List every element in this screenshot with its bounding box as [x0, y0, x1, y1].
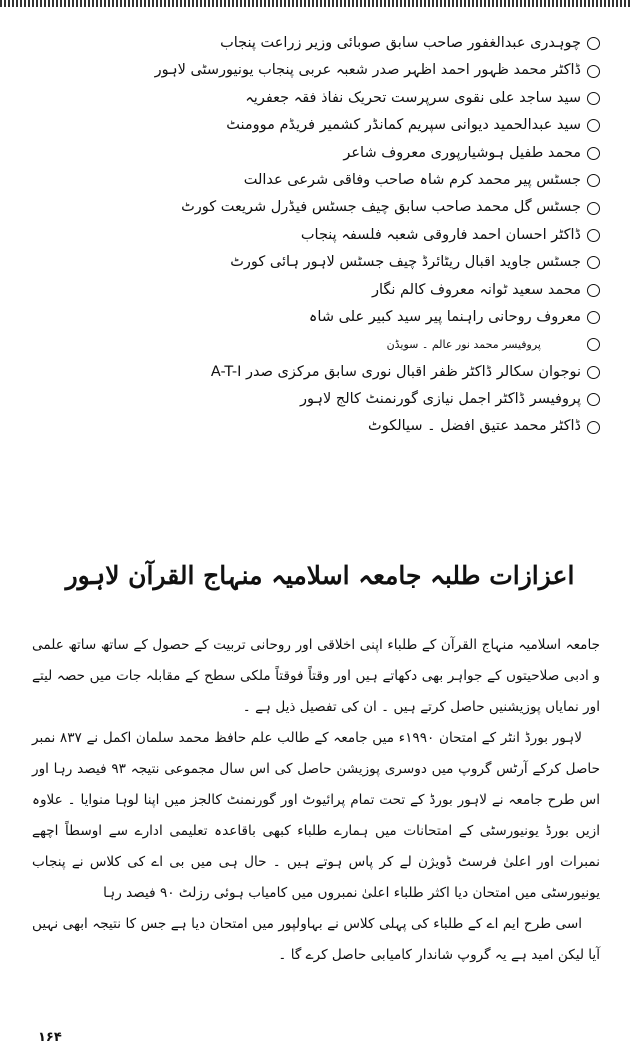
list-item-text: ڈاکٹر محمد ظہور احمد اظہر صدر شعبہ عربی پنجاب یونیورسٹی لاہور [154, 62, 581, 79]
circle-bullet-icon [587, 174, 600, 187]
list-item [40, 167, 600, 194]
list-item-text: جسٹس گل محمد صاحب سابق چیف جسٹس فیڈرل شریعت کورٹ [181, 199, 581, 216]
circle-bullet-icon [587, 366, 600, 379]
list-item [40, 112, 600, 139]
circle-bullet-icon [587, 37, 600, 50]
list-item [40, 85, 600, 112]
list-item [40, 359, 600, 386]
list-item [40, 194, 600, 221]
circle-bullet-icon [587, 147, 600, 160]
list-item [40, 413, 600, 440]
circle-bullet-icon [587, 229, 600, 242]
list-item-text: پروفیسر محمد نور عالم ۔ سویڈن [386, 338, 541, 352]
list-item-text: چوہدری عبدالغفور صاحب سابق صوبائی وزیر زراعت پنجاب [220, 35, 581, 51]
list-item [40, 331, 600, 358]
circle-bullet-icon [587, 393, 600, 406]
circle-bullet-icon [587, 92, 600, 105]
circle-bullet-icon [587, 284, 600, 297]
circle-bullet-icon [587, 202, 600, 215]
paragraph: لاہور بورڈ انٹر کے امتحان ۱۹۹۰ء میں جامعہ کے طالب علم حافظ محمد سلمان اکمل نے ۸۳۷ نمبر حاصل کرکے آرٹس گروپ میں دوسری پوزیشن حاصل کی اس سال مجموعی نتیجہ ۹۳ فیصد رہا اور اس طرح جامعہ نے لاہور بورڈ کے تحت تمام پرائیوٹ اور گورنمنٹ کالجز میں اپنا لوہا منوایا ۔ علاوہ ازیں بورڈ یونیورسٹی کے امتحانات میں ہمارے طلباء کبھی باقاعدہ تعلیمی ادارے سے اوسطاً اچھے نمبرات اور اعلیٰ فرسٹ ڈویژن لے کر پاس ہوتے ہیں ۔ حال ہی میں بی اے کی کلاس نے پنجاب یونیورسٹی میں امتحان دیا اکثر طلباء اعلیٰ نمبروں میں کامیاب ہوئی رزلٹ ۹۰ فیصد رہا [32, 730, 600, 901]
list-item [40, 222, 600, 249]
list-item [40, 57, 600, 84]
list-item [40, 277, 600, 304]
list-item-text: سید ساجد علی نقوی سرپرست تحریک نفاذ فقہ جعفریہ [245, 89, 581, 106]
list-item-text: معروف روحانی راہنما پیر سید کبیر علی شاہ [308, 308, 581, 325]
list-item-text: ڈاکٹر محمد عتیق افضل ۔ سیالکوٹ [368, 418, 581, 435]
list-item-text: محمد طفیل ہوشیارپوری معروف شاعر [343, 144, 581, 161]
list-item-text: پروفیسر ڈاکٹر اجمل نیازی گورنمنٹ کالج لاہور [299, 391, 581, 408]
circle-bullet-icon [587, 421, 600, 434]
list-item-text: ڈاکٹر احسان احمد فاروقی شعبہ فلسفہ پنجاب [300, 226, 581, 243]
circle-bullet-icon [587, 256, 600, 269]
list-item [40, 140, 600, 167]
circle-bullet-icon [587, 65, 600, 78]
list-item [40, 304, 600, 331]
people-list [40, 30, 600, 441]
list-item-text: نوجوان سکالر ڈاکٹر ظفر اقبال نوری سابق مرکزی صدر A-T-I [210, 363, 581, 380]
list-item [40, 249, 600, 276]
list-item [40, 386, 600, 413]
circle-bullet-icon [587, 311, 600, 324]
list-item-text: جسٹس پیر محمد کرم شاہ صاحب وفاقی شرعی عدالت [243, 171, 581, 188]
list-item-text: جسٹس جاوید اقبال ریٹائرڈ چیف جسٹس لاہور ہائی کورٹ [230, 254, 581, 271]
list-item-text: محمد سعید ٹوانہ معروف کالم نگار [371, 281, 581, 298]
paragraph: جامعہ اسلامیہ منہاج القرآن کے طلباء اپنی اخلاقی اور روحانی تربیت کے حصول کے ساتھ ساتھ علمی و ادبی صلاحیتوں کے جواہر بھی دکھاتے ہیں اور وقتاً فوقتاً ملکی سطح کے مقابلہ جات میں حصہ لیتے اور نمایاں پوزیشنیں حاصل کرتے ہیں ۔ ان کی تفصیل ذیل ہے ۔ [32, 637, 600, 715]
circle-bullet-icon [587, 119, 600, 132]
page-number: ۱۶۴ [38, 1030, 62, 1045]
list-item [40, 30, 600, 57]
paragraph: اسی طرح ایم اے کے طلباء کی پہلی کلاس نے بہاولپور میں امتحان دیا ہے جس کا نتیجہ ابھی نہیں آیا لیکن امید ہے یہ گروپ شاندار کامیابی حاصل کرے گا ۔ [32, 916, 600, 963]
list-item-text: سید عبدالحمید دیوانی سپریم کمانڈر کشمیر فریڈم موومنٹ [226, 117, 581, 134]
body-text [32, 630, 600, 971]
section-heading: اعزازات طلبہ جامعہ اسلامیہ منہاج القرآن لاہور [65, 561, 575, 590]
circle-bullet-icon [587, 338, 600, 351]
